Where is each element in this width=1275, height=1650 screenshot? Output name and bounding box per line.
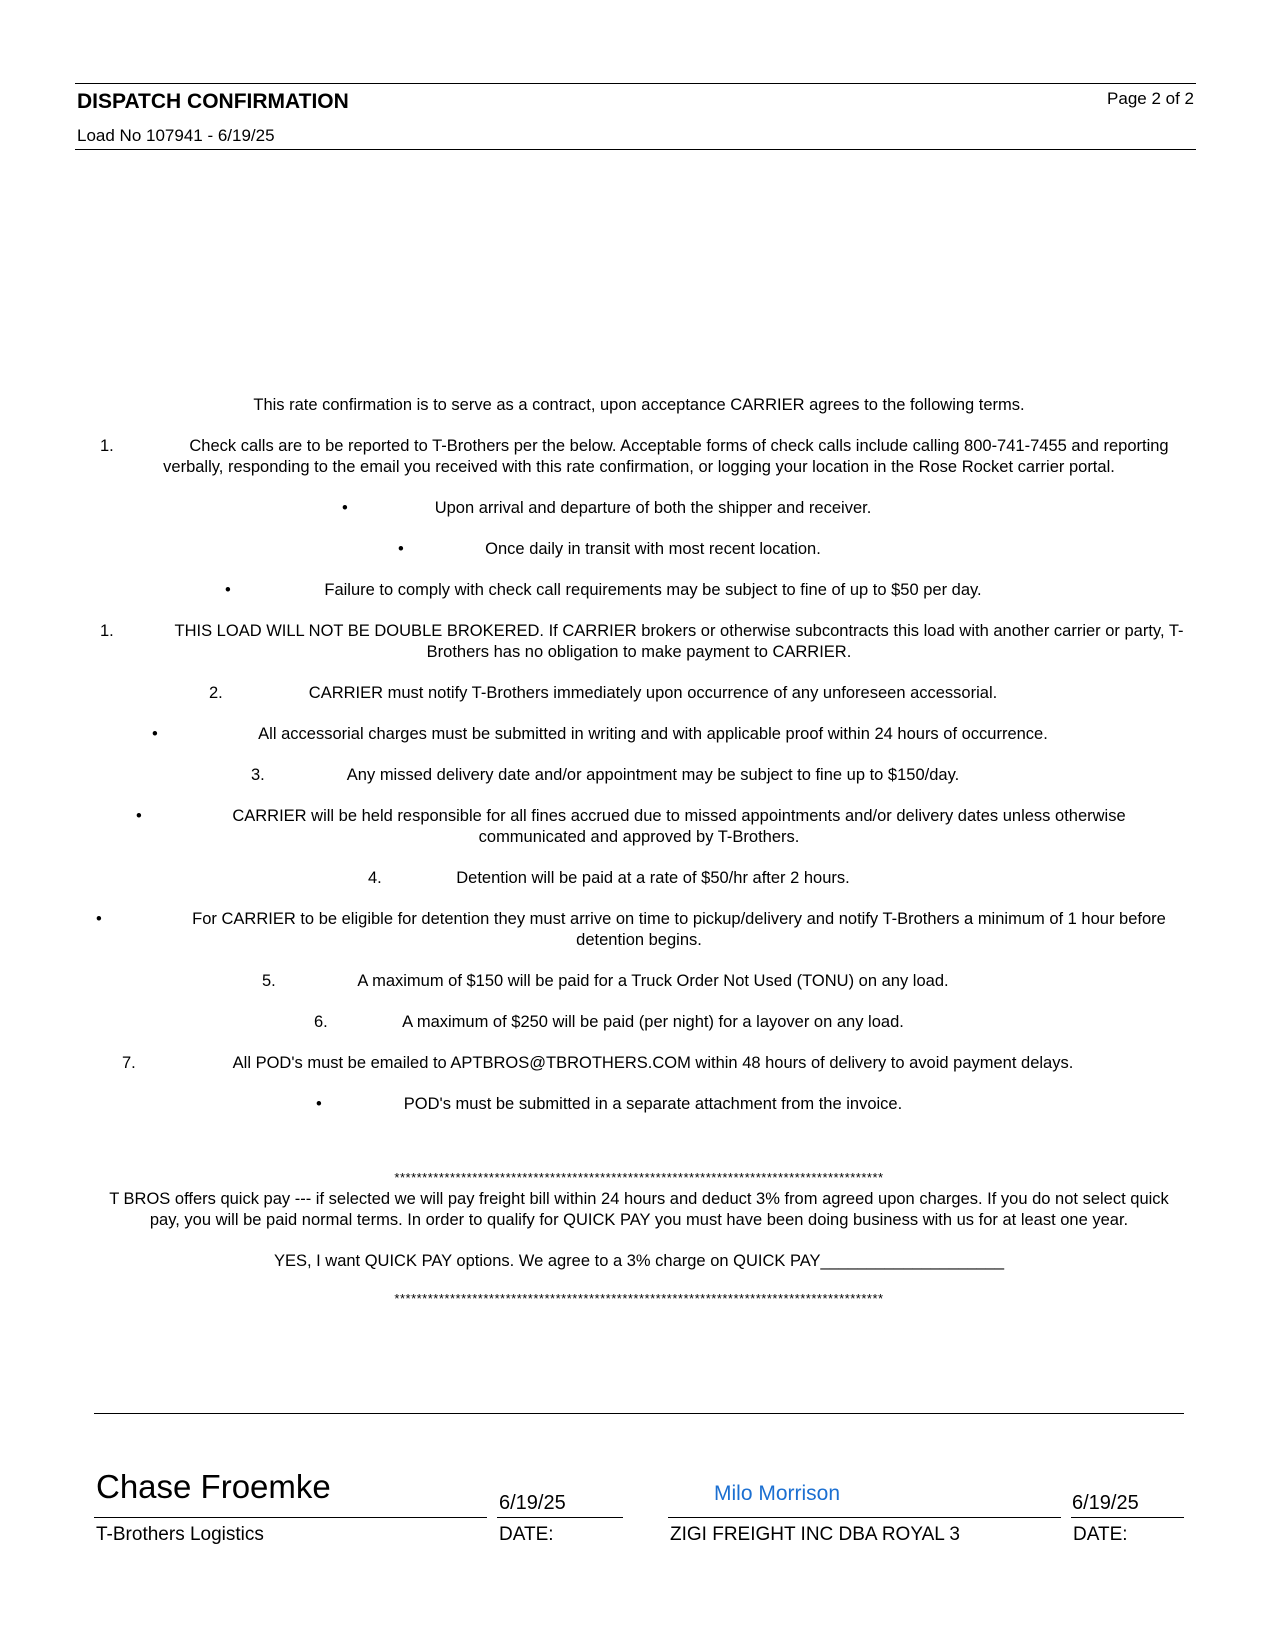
term-item (94, 498, 1184, 519)
term-item (94, 1053, 1184, 1074)
term-item (94, 539, 1184, 560)
term-marker: • (342, 499, 348, 517)
term-marker: • (398, 540, 404, 558)
broker-signature-line (94, 1517, 487, 1518)
term-text: Any missed delivery date and/or appointment may be subject to fine up to $150/day. (346, 766, 960, 784)
term-text: All accessorial charges must be submitted in writing and with applicable proof within 24 hours of occurrence. (258, 725, 1048, 743)
term-text: A maximum of $150 will be paid for a Truck Order Not Used (TONU) on any load. (357, 972, 949, 990)
term-text: Check calls are to be reported to T-Brothers per the below. Acceptable forms of check calls include calling 800-741-7455 and reporting verbally, responding to the email you received with this rate confirmation, or logging your location in the Rose Rocket carrier portal. (163, 437, 1169, 476)
term-item (94, 1094, 1184, 1115)
term-item (94, 806, 1184, 848)
term-text: Upon arrival and departure of both the shipper and receiver. (434, 499, 872, 517)
carrier-date-label: DATE: (1073, 1524, 1128, 1545)
term-text: A maximum of $250 will be paid (per night) for a layover on any load. (402, 1013, 904, 1031)
carrier-date-line (1071, 1517, 1184, 1518)
term-text: POD's must be submitted in a separate attachment from the invoice. (403, 1095, 903, 1113)
broker-date-value: 6/19/25 (499, 1492, 566, 1514)
term-marker: 4. (368, 869, 382, 887)
term-item (94, 436, 1184, 478)
document-title: DISPATCH CONFIRMATION (77, 90, 349, 113)
term-item (94, 724, 1184, 745)
term-text: All POD's must be emailed to APTBROS@TBROTHERS.COM within 48 hours of delivery to avoid payment delays. (232, 1054, 1074, 1072)
term-marker: 3. (251, 766, 265, 784)
carrier-signature: Milo Morrison (714, 1482, 841, 1505)
term-item (94, 621, 1184, 663)
term-marker: • (152, 725, 158, 743)
term-item (94, 765, 1184, 786)
quick-pay-stars-top: **************************************************************************************** (394, 1170, 884, 1185)
carrier-company: ZIGI FREIGHT INC DBA ROYAL 3 (670, 1524, 960, 1545)
term-marker: 2. (209, 684, 223, 702)
carrier-signature-line (668, 1517, 1061, 1518)
term-text: Once daily in transit with most recent location. (485, 540, 821, 558)
carrier-date-value: 6/19/25 (1072, 1492, 1139, 1514)
term-text: Failure to comply with check call requirements may be subject to fine of up to $50 per day. (324, 581, 982, 599)
term-marker: 5. (262, 972, 276, 990)
load-number: Load No 107941 - 6/19/25 (77, 126, 275, 145)
term-item (94, 909, 1184, 951)
term-marker: • (225, 581, 231, 599)
term-marker: 1. (100, 622, 114, 640)
term-item (94, 868, 1184, 889)
broker-signature: Chase Froemke (96, 1468, 331, 1505)
broker-date-line (497, 1517, 623, 1518)
term-text: For CARRIER to be eligible for detention they must arrive on time to pickup/delivery and notify T-Brothers a minimum of 1 hour before detention begins. (192, 910, 1166, 949)
broker-date-label: DATE: (499, 1524, 554, 1545)
signature-separator (94, 1413, 1184, 1414)
term-item (94, 580, 1184, 601)
term-item (94, 971, 1184, 992)
term-text: Detention will be paid at a rate of $50/hr after 2 hours. (456, 869, 850, 887)
page-number: Page 2 of 2 (1107, 89, 1194, 108)
header-rule-bottom (75, 149, 1196, 150)
term-text: CARRIER must notify T-Brothers immediately upon occurrence of any unforeseen accessorial. (308, 684, 998, 702)
term-marker: • (96, 910, 102, 928)
broker-company: T-Brothers Logistics (96, 1524, 264, 1545)
term-text: This rate confirmation is to serve as a contract, upon acceptance CARRIER agrees to the following terms. (253, 396, 1025, 414)
quick-pay-terms: T BROS offers quick pay --- if selected we will pay freight bill within 24 hours and deduct 3% from agreed upon charges. If you do not select quick pay, you will be paid normal terms. In order to qualify for QUICK PAY you must have been doing business with us for at least one year. (109, 1190, 1169, 1229)
term-item (94, 683, 1184, 704)
term-marker: • (136, 807, 142, 825)
quick-pay-opt-in[interactable]: YES, I want QUICK PAY options. We agree to a 3% charge on QUICK PAY____________________ (273, 1252, 1005, 1270)
term-text: CARRIER will be held responsible for all fines accrued due to missed appointments and/or delivery dates unless otherwise communicated and approved by T-Brothers. (232, 807, 1126, 846)
term-item (94, 1012, 1184, 1033)
term-marker: 7. (122, 1054, 136, 1072)
term-marker: 6. (314, 1013, 328, 1031)
term-marker: 1. (100, 437, 114, 455)
terms-intro (94, 395, 1184, 416)
terms-section (94, 395, 1184, 1308)
term-text: THIS LOAD WILL NOT BE DOUBLE BROKERED. If CARRIER brokers or otherwise subcontracts this load with another carrier or party, T-Brothers has no obligation to make payment to CARRIER. (174, 622, 1184, 661)
quick-pay-stars-bottom: **************************************************************************************** (394, 1291, 884, 1306)
header-rule-top (75, 83, 1196, 84)
term-marker: • (316, 1095, 322, 1113)
